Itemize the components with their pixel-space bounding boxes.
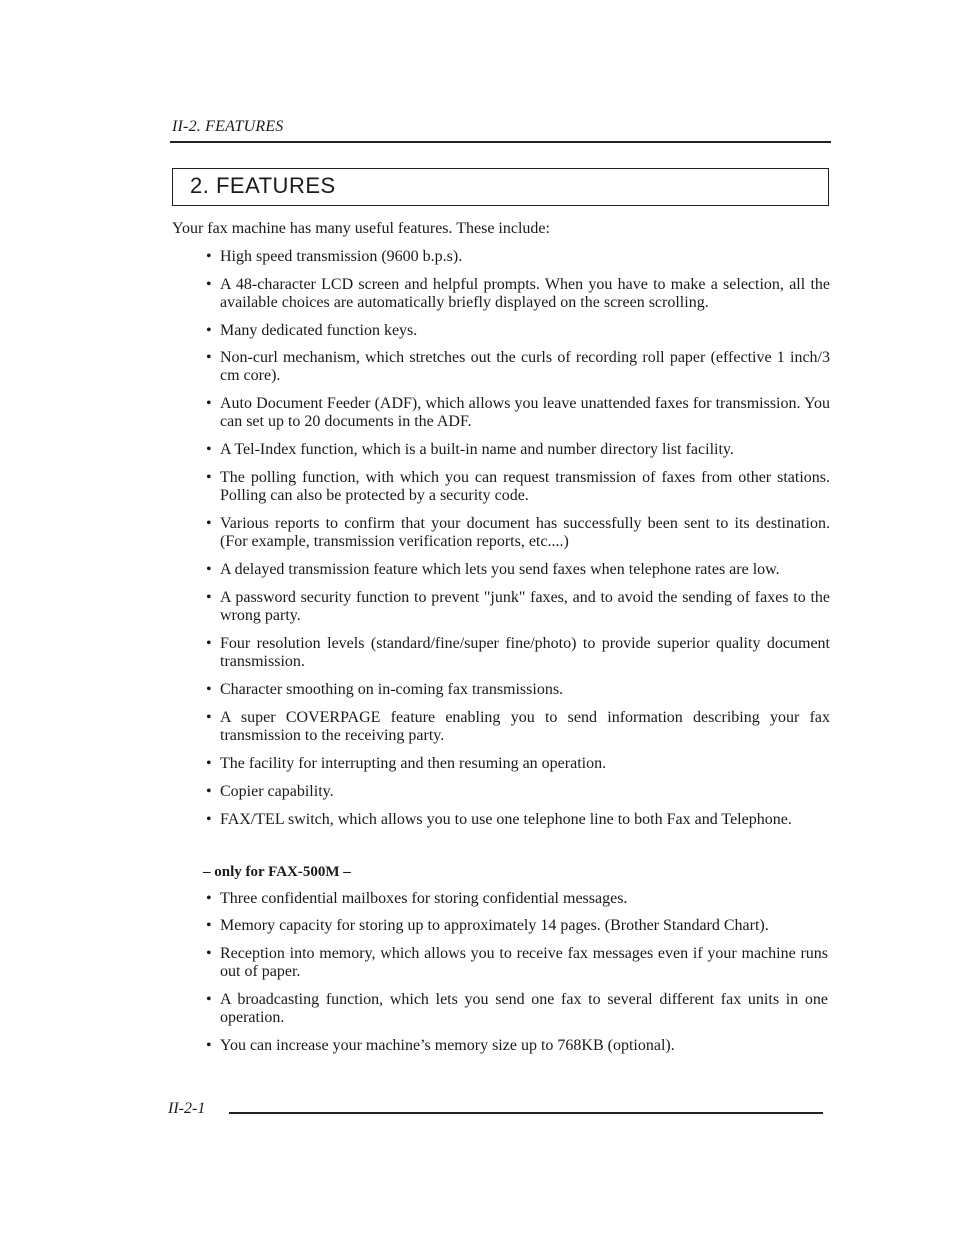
model-feature-item: • Three confidential mailboxes for storing confidential messages. xyxy=(206,890,828,908)
feature-item: • High speed transmission (9600 b.p.s). xyxy=(206,248,830,266)
feature-item: • A delayed transmission feature which lets you send faxes when telephone rates are low. xyxy=(206,561,830,579)
feature-item: • The polling function, with which you can request transmission of faxes from other stations. Polling can also be protected by a security code. xyxy=(206,469,830,505)
model-feature-list xyxy=(206,890,828,1065)
feature-item: • Various reports to confirm that your document has successfully been sent to its destination. (For example, transmission verification reports, etc....) xyxy=(206,515,830,551)
model-subheading: – only for FAX-500M – xyxy=(203,864,351,880)
intro-text: Your fax machine has many useful features. These include: xyxy=(172,220,550,237)
feature-item: • A 48-character LCD screen and helpful prompts. When you have to make a selection, all the available choices are automatically briefly displayed on the screen scrolling. xyxy=(206,276,830,312)
feature-item: • The facility for interrupting and then resuming an operation. xyxy=(206,755,830,773)
model-feature-item: • You can increase your machine’s memory size up to 768KB (optional). xyxy=(206,1037,828,1055)
feature-item: • Four resolution levels (standard/fine/super fine/photo) to provide superior quality document transmission. xyxy=(206,635,830,671)
feature-item: • FAX/TEL switch, which allows you to use one telephone line to both Fax and Telephone. xyxy=(206,811,830,829)
feature-list xyxy=(206,248,830,839)
feature-item: • Non-curl mechanism, which stretches out the curls of recording roll paper (effective 1 inch/3 cm core). xyxy=(206,349,830,385)
model-feature-item: • Memory capacity for storing up to approximately 14 pages. (Brother Standard Chart). xyxy=(206,917,828,935)
header-rule xyxy=(170,141,831,143)
model-feature-item: • A broadcasting function, which lets you send one fax to several different fax units in one operation. xyxy=(206,991,828,1027)
feature-item: • Character smoothing on in-coming fax transmissions. xyxy=(206,681,830,699)
section-title: 2. FEATURES xyxy=(190,173,336,198)
feature-item: • Copier capability. xyxy=(206,783,830,801)
footer-rule xyxy=(229,1112,823,1114)
section-title-box xyxy=(172,168,829,206)
feature-item: • A Tel-Index function, which is a built-in name and number directory list facility. xyxy=(206,441,830,459)
page-number: II-2-1 xyxy=(168,1100,206,1117)
running-head: II-2. FEATURES xyxy=(172,118,284,135)
feature-item: • Auto Document Feeder (ADF), which allows you leave unattended faxes for transmission. You can set up to 20 documents in the ADF. xyxy=(206,395,830,431)
feature-item: • A super COVERPAGE feature enabling you to send information describing your fax transmission to the receiving party. xyxy=(206,709,830,745)
feature-item: • Many dedicated function keys. xyxy=(206,322,830,340)
model-feature-item: • Reception into memory, which allows you to receive fax messages even if your machine runs out of paper. xyxy=(206,945,828,981)
feature-item: • A password security function to prevent "junk" faxes, and to avoid the sending of faxes to the wrong party. xyxy=(206,589,830,625)
